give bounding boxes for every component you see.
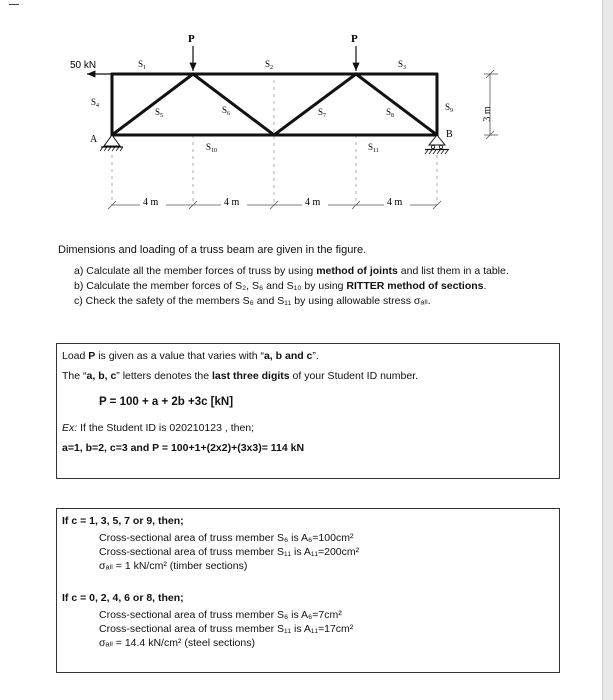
label-s3: $S_3$ bbox=[398, 59, 407, 71]
label-s5: $S_5$ bbox=[155, 107, 164, 119]
even-header: If c = 0, 2, 4, 6 or 8, then; bbox=[62, 592, 184, 604]
svg-text:50 kN: 50 kN bbox=[70, 60, 97, 71]
section-properties-box bbox=[56, 508, 560, 673]
svg-text:B: B bbox=[446, 129, 453, 140]
member-s7 bbox=[274, 74, 356, 135]
label-s2: $S_2$ bbox=[265, 59, 274, 71]
label-s11: $S_{11}$ bbox=[368, 142, 379, 154]
odd-line-1: Cross-sectional area of truss member S₆ is A₆=100cm² bbox=[99, 532, 354, 544]
label-s10: $S_{10}$ bbox=[206, 142, 218, 154]
task-c: c) Check the safety of the members S₆ and S₁₁ by using allowable stress σₐₗₗ. bbox=[74, 295, 431, 307]
svg-text:P: P bbox=[351, 33, 358, 45]
load-definition-box bbox=[56, 343, 560, 479]
even-line-1: Cross-sectional area of truss member S₆ is A₆=7cm² bbox=[99, 609, 342, 621]
load-p-right bbox=[351, 33, 358, 71]
support-a bbox=[90, 134, 123, 151]
load-p-left bbox=[188, 33, 195, 71]
span-dim-1: 4 m bbox=[143, 197, 159, 208]
support-b bbox=[425, 129, 453, 154]
truss-members bbox=[112, 74, 437, 135]
span-dimension-labels bbox=[140, 196, 410, 208]
span-dim-4: 4 m bbox=[387, 197, 403, 208]
truss-figure bbox=[0, 0, 613, 235]
span-dim-3: 4 m bbox=[305, 197, 321, 208]
member-s8 bbox=[356, 74, 437, 135]
svg-text:3 m: 3 m bbox=[482, 106, 493, 122]
svg-text:P: P bbox=[188, 33, 195, 45]
odd-line-2: Cross-sectional area of truss member S₁₁ is A₁₁=200cm² bbox=[99, 546, 360, 558]
svg-text:A: A bbox=[90, 134, 98, 145]
task-a: a) Calculate all the member forces of truss by using method of joints and list them in a table. bbox=[74, 265, 509, 277]
odd-header: If c = 1, 3, 5, 7 or 9, then; bbox=[62, 515, 184, 527]
height-dimension bbox=[484, 70, 498, 139]
intro-text: Dimensions and loading of a truss beam are given in the figure. bbox=[58, 244, 367, 256]
even-line-2: Cross-sectional area of truss member S₁₁ is A₁₁=17cm² bbox=[99, 623, 354, 635]
label-s7: $S_7$ bbox=[318, 107, 327, 119]
span-dim-2: 4 m bbox=[224, 197, 240, 208]
odd-line-3: σₐₗₗ = 1 kN/cm² (timber sections) bbox=[99, 560, 248, 572]
label-s8: $S_8$ bbox=[386, 107, 395, 119]
label-s1: $S_1$ bbox=[138, 59, 147, 71]
load-formula: P = 100 + a + 2b +3c [kN] bbox=[99, 396, 234, 408]
label-s4: $S_4$ bbox=[91, 97, 100, 109]
task-b: b) Calculate the member forces of S₂, S₆ and S₁₀ by using RITTER method of sections. bbox=[74, 280, 487, 292]
label-s6: $S_6$ bbox=[222, 105, 231, 117]
example-result: a=1, b=2, c=3 and P = 100+1+(2x2)+(3x3)= 114 kN bbox=[62, 442, 305, 454]
label-s9: $S_9$ bbox=[445, 102, 454, 114]
task-list bbox=[74, 264, 509, 309]
member-s5 bbox=[112, 74, 193, 135]
box1-line-2: The “a, b, c” letters denotes the last three digits of your Student ID number. bbox=[62, 370, 419, 382]
even-line-3: σₐₗₗ = 14.4 kN/cm² (steel sections) bbox=[99, 637, 255, 649]
member-s6 bbox=[193, 74, 274, 135]
horizontal-load bbox=[70, 60, 112, 74]
example-line: Ex: If the Student ID is 020210123 , then; bbox=[62, 422, 255, 434]
box1-line-1: Load P is given as a value that varies with “a, b and c”. bbox=[62, 350, 319, 362]
